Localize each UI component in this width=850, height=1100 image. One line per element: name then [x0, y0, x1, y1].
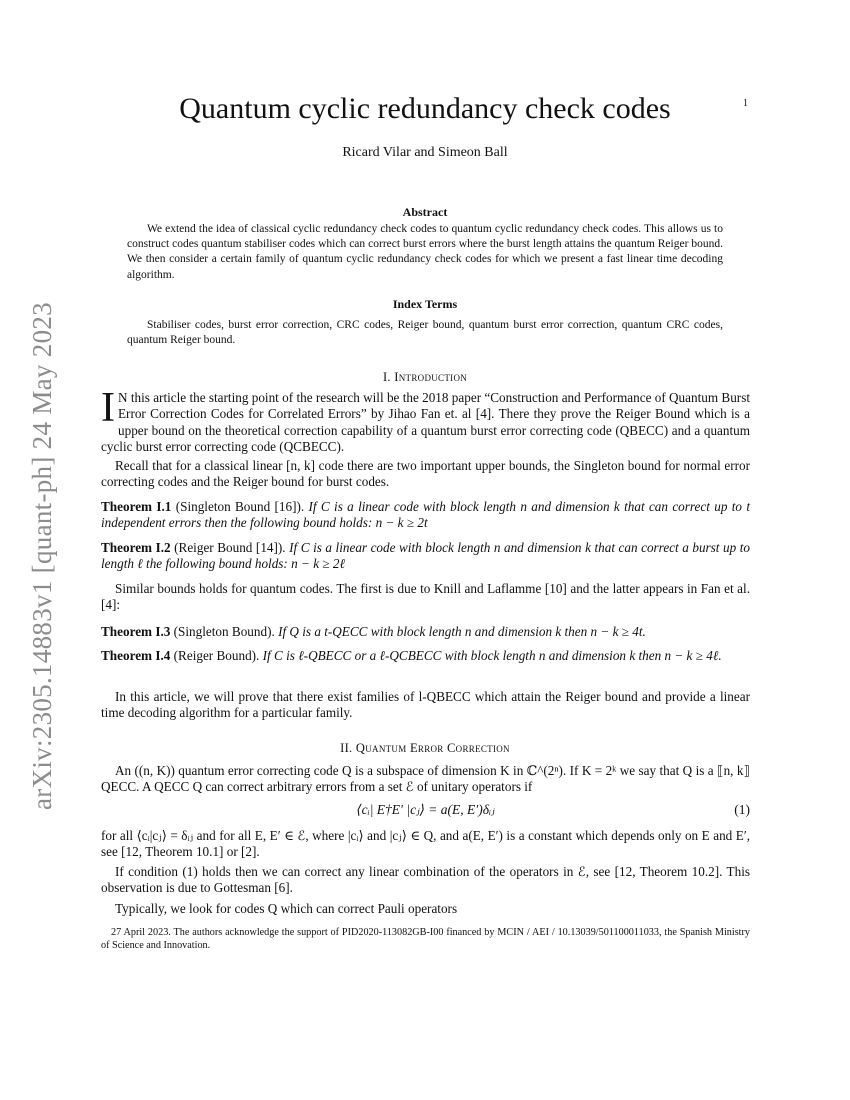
intro-paragraph-3: Similar bounds holds for quantum codes. The first is due to Knill and Laflamme [10] and the latter appears in Fan et al. [4]:: [101, 581, 750, 613]
theorem-1-2: [101, 540, 750, 573]
section-number: II.: [340, 741, 353, 755]
equation-number: (1): [734, 802, 750, 817]
index-terms-body: Stabiliser codes, burst error correction, CRC codes, Reiger bound, quantum burst error correction, quantum CRC codes, quantum Reiger bound.: [127, 319, 723, 346]
qec-paragraph-1: An ((n, K)) quantum error correcting code Q is a subspace of dimension K in ℂ^(2ⁿ). If K = 2ᵏ we say that Q is a ⟦n, k⟧ QECC. A QECC Q can correct arbitrary errors from a set ℰ of unitary operators if: [101, 763, 750, 795]
theorem-reference: (Reiger Bound).: [173, 648, 260, 663]
qec-paragraph-2: for all ⟨cᵢ|cⱼ⟩ = δᵢⱼ and for all E, E′ ∈ ℰ, where |cᵢ⟩ and |cⱼ⟩ ∈ Q, and a(E, E′) is a constant which depends only on E and E′, see [12, Theorem 10.1] or [2].: [101, 828, 750, 860]
abstract-heading: Abstract: [402, 205, 448, 219]
qec-paragraph-4: Typically, we look for codes Q which can correct Pauli operators: [115, 901, 458, 916]
theorem-1-3: [101, 624, 750, 640]
section-number: I.: [382, 370, 391, 384]
theorem-reference: (Singleton Bound).: [173, 624, 275, 639]
abstract-body: We extend the idea of classical cyclic redundancy check codes to quantum cyclic redundancy check codes. This allows us to construct codes quantum stabiliser codes which can correct burst errors where the burst length attains the quantum Reiger bound. We then consider a certain family of quantum cyclic redundancy check codes for which we present a fast linear time decoding algorithm.: [127, 223, 723, 281]
theorem-statement: If C is a linear code with block length n and dimension k that can correct up to t independent errors then the following bound holds: n − k ≥ 2t: [101, 499, 751, 531]
index-terms-heading: Index Terms: [392, 297, 458, 311]
page-number: 1: [743, 98, 748, 109]
intro-paragraph-1-text: N this article the starting point of the research will be the 2018 paper “Construction and Performance of Quantum Burst Error Correction Codes for Correlated Errors” by Jihao Fan et. al [4]. There they prove the Reiger Bound which is a upper bound on the theoretical correction capability of a quantum burst error correcting code (QBECC) and a quantum cyclic burst error correcting code (QCBECC).: [101, 390, 750, 455]
intro-paragraph-2: Recall that for a classical linear [n, k] code there are two important upper bounds, the Singleton bound for normal error correcting codes and the Reiger bound for burst codes.: [101, 458, 750, 490]
theorem-statement: If C is a linear code with block length n and dimension k that can correct a burst up to length ℓ the following bound holds: n − k ≥ 2ℓ: [101, 540, 750, 572]
paper-title: Quantum cyclic redundancy check codes: [179, 92, 671, 125]
drop-cap: I: [101, 385, 115, 431]
author-list: Ricard Vilar and Simeon Ball: [342, 145, 508, 160]
theorem-statement: If Q is a t-QECC with block length n and dimension k then n − k ≥ 4t.: [278, 624, 646, 639]
intro-paragraph-1: [101, 385, 750, 456]
theorem-label: Theorem I.1: [101, 499, 172, 514]
equation-1: [101, 802, 750, 820]
equation-body: ⟨cᵢ| E†E′ |cⱼ⟩ = a(E, E′)δᵢⱼ: [356, 802, 495, 817]
theorem-1-1: [101, 499, 750, 532]
section-title: Introduction: [394, 370, 468, 384]
qec-paragraph-3: If condition (1) holds then we can correct any linear combination of the operators in ℰ, see [12, Theorem 10.2]. This observation is due to Gottesman [6].: [101, 864, 750, 896]
theorem-label: Theorem I.4: [101, 648, 171, 663]
footnote: 27 April 2023. The authors acknowledge the support of PID2020-113082GB-I00 financed by MCIN / AEI / 10.13039/501100011033, the Spanish Ministry of Science and Innovation.: [101, 927, 750, 952]
theorem-label: Theorem I.2: [101, 540, 171, 555]
theorem-1-4: [101, 648, 750, 664]
theorem-reference: (Reiger Bound [14]).: [174, 540, 286, 555]
arxiv-identifier-stamp: arXiv:2305.14883v1 [quant-ph] 24 May 2023: [27, 302, 57, 810]
theorem-statement: If C is ℓ-QBECC or a ℓ-QCBECC with block length n and dimension k then n − k ≥ 4ℓ.: [262, 648, 722, 663]
intro-paragraph-4: In this article, we will prove that there exist families of l-QBECC which attain the Reiger bound and provide a linear time decoding algorithm for a particular family.: [101, 689, 750, 721]
theorem-reference: (Singleton Bound [16]).: [175, 499, 305, 514]
theorem-label: Theorem I.3: [101, 624, 171, 639]
section-heading-quantum-error-correction: [0, 741, 850, 756]
section-heading-introduction: [0, 370, 850, 385]
section-title: Quantum Error Correction: [355, 741, 510, 755]
